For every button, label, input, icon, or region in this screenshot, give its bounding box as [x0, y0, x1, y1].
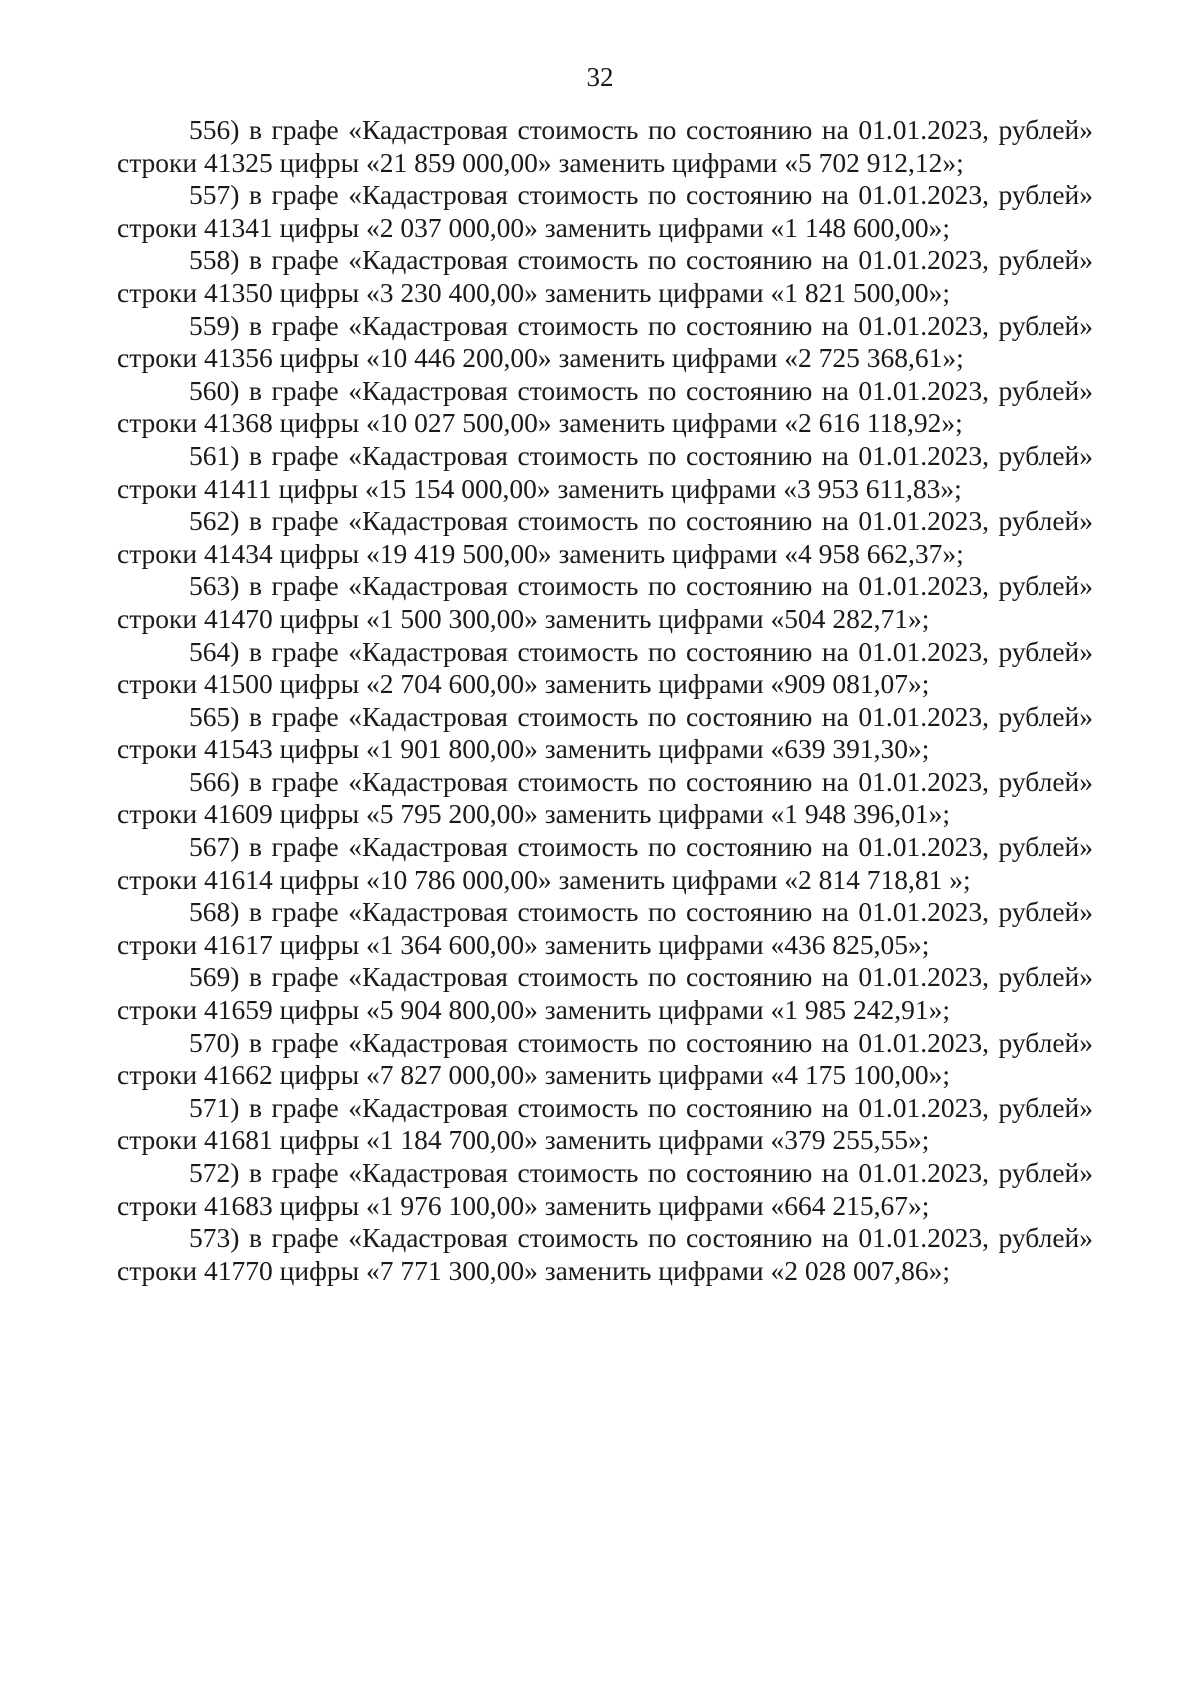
list-item: 566) в графе «Кадастровая стоимость по состоянию на 01.01.2023, рублей» строки 41609 цифры «5 795 200,00» заменить цифрами «1 948 396,01»; — [117, 765, 1093, 830]
list-item: 559) в графе «Кадастровая стоимость по состоянию на 01.01.2023, рублей» строки 41356 цифры «10 446 200,00» заменить цифрами «2 725 368,61»; — [117, 309, 1093, 374]
list-item: 565) в графе «Кадастровая стоимость по состоянию на 01.01.2023, рублей» строки 41543 цифры «1 901 800,00» заменить цифрами «639 391,30»; — [117, 700, 1093, 765]
list-item: 571) в графе «Кадастровая стоимость по состоянию на 01.01.2023, рублей» строки 41681 цифры «1 184 700,00» заменить цифрами «379 255,55»; — [117, 1091, 1093, 1156]
list-item: 562) в графе «Кадастровая стоимость по состоянию на 01.01.2023, рублей» строки 41434 цифры «19 419 500,00» заменить цифрами «4 958 662,37»; — [117, 505, 1093, 569]
list-item: 573) в графе «Кадастровая стоимость по состоянию на 01.01.2023, рублей» строки 41770 цифры «7 771 300,00» заменить цифрами «2 028 007,86»; — [117, 1222, 1093, 1286]
list-item: 556) в графе «Кадастровая стоимость по состоянию на 01.01.2023, рублей» строки 41325 цифры «21 859 000,00» заменить цифрами «5 702 912,12»; — [117, 114, 1093, 178]
list-item: 564) в графе «Кадастровая стоимость по состоянию на 01.01.2023, рублей» строки 41500 цифры «2 704 600,00» заменить цифрами «909 081,07»; — [117, 635, 1093, 700]
document-body — [117, 114, 1093, 1287]
list-item: 557) в графе «Кадастровая стоимость по состоянию на 01.01.2023, рублей» строки 41341 цифры «2 037 000,00» заменить цифрами «1 148 600,00»; — [117, 179, 1093, 243]
list-item: 561) в графе «Кадастровая стоимость по состоянию на 01.01.2023, рублей» строки 41411 цифры «15 154 000,00» заменить цифрами «3 953 611,83»; — [117, 439, 1093, 504]
page-number: 32 — [586, 62, 614, 92]
list-item: 567) в графе «Кадастровая стоимость по состоянию на 01.01.2023, рублей» строки 41614 цифры «10 786 000,00» заменить цифрами «2 814 718,81 »; — [117, 831, 1093, 895]
list-item: 570) в графе «Кадастровая стоимость по состоянию на 01.01.2023, рублей» строки 41662 цифры «7 827 000,00» заменить цифрами «4 175 100,00»; — [117, 1026, 1093, 1091]
list-item: 569) в графе «Кадастровая стоимость по состоянию на 01.01.2023, рублей» строки 41659 цифры «5 904 800,00» заменить цифрами «1 985 242,91»; — [117, 961, 1093, 1026]
list-item: 563) в графе «Кадастровая стоимость по состоянию на 01.01.2023, рублей» строки 41470 цифры «1 500 300,00» заменить цифрами «504 282,71»; — [117, 570, 1093, 634]
list-item: 560) в графе «Кадастровая стоимость по состоянию на 01.01.2023, рублей» строки 41368 цифры «10 027 500,00» заменить цифрами «2 616 118,92»; — [117, 374, 1093, 439]
list-item: 572) в графе «Кадастровая стоимость по состоянию на 01.01.2023, рублей» строки 41683 цифры «1 976 100,00» заменить цифрами «664 215,67»; — [117, 1157, 1093, 1221]
list-item: 568) в графе «Кадастровая стоимость по состоянию на 01.01.2023, рублей» строки 41617 цифры «1 364 600,00» заменить цифрами «436 825,05»; — [117, 896, 1093, 960]
list-item: 558) в графе «Кадастровая стоимость по состоянию на 01.01.2023, рублей» строки 41350 цифры «3 230 400,00» заменить цифрами «1 821 500,00»; — [117, 244, 1093, 308]
